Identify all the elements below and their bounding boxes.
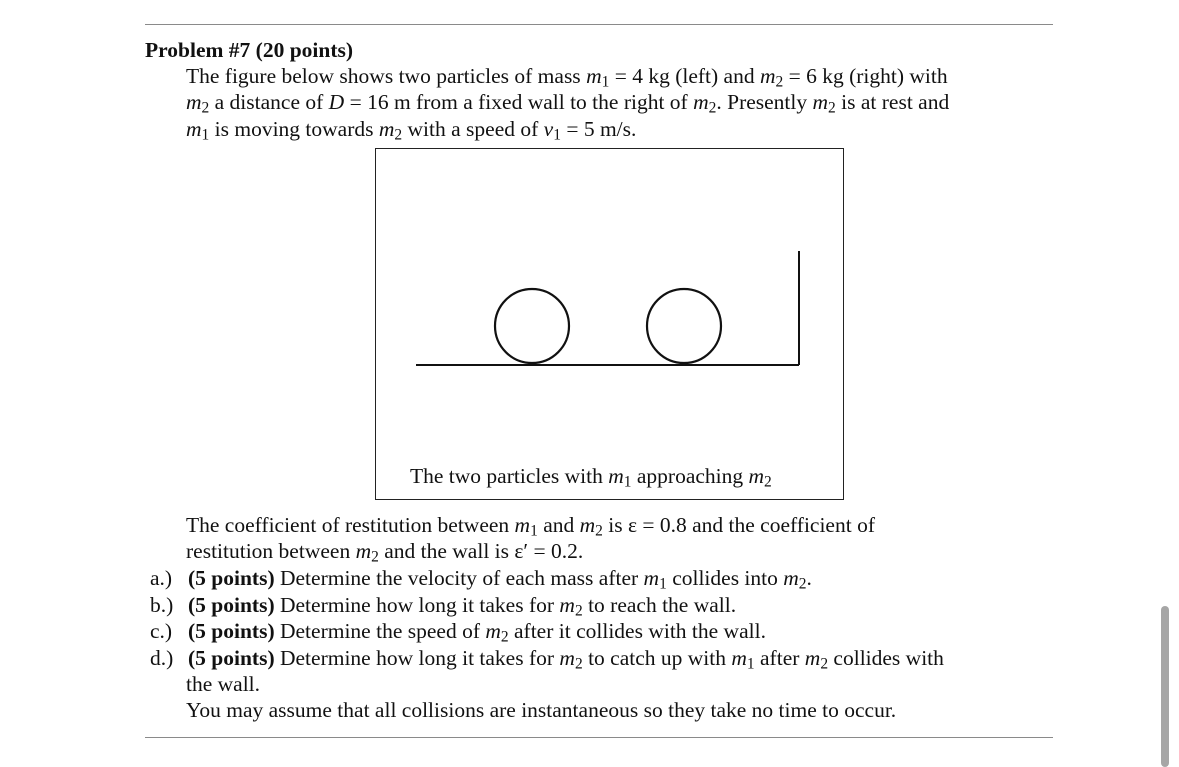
vertical-scrollbar[interactable]	[1161, 606, 1169, 767]
question-c-text: (5 points) Determine the speed of $m_2$ after it collides with the wall.	[188, 619, 766, 646]
figure-drawing	[376, 149, 845, 501]
intro-line-2: $m_2$ a distance of D = 16 m from a fixed wall to the right of $m_2$. Presently $m_2$ is at rest and	[186, 90, 950, 117]
intro-line-1: The figure below shows two particles of mass $m_1 = 4$ kg (left) and $m_2 = 6$ kg (right) with	[186, 64, 948, 91]
question-b-text: (5 points) Determine how long it takes for $m_2$ to reach the wall.	[188, 593, 737, 620]
question-a-text: (5 points) Determine the velocity of each mass after $m_1$ collides into $m_2$.	[188, 566, 812, 593]
problem-title: Problem #7 (20 points)	[145, 38, 354, 62]
question-d-text-continued: the wall.	[186, 672, 261, 696]
collision-figure	[375, 148, 844, 500]
particle-m1	[495, 289, 569, 363]
bottom-divider	[145, 737, 1053, 738]
question-c-label: c.)	[150, 619, 173, 643]
top-divider	[145, 24, 1053, 25]
coefficient-line-1: The coefficient of restitution between $m_1$ and $m_2$ is ε = 0.8 and the coefficient of	[186, 513, 875, 540]
question-d-text: (5 points) Determine how long it takes for $m_2$ to catch up with $m_1$ after $m_2$ collides with	[188, 646, 944, 673]
question-a-label: a.)	[150, 566, 173, 590]
question-d-label: d.)	[150, 646, 174, 670]
particle-m2	[647, 289, 721, 363]
question-b-label: b.)	[150, 593, 174, 617]
figure-caption: The two particles with $m_1$ approaching $m_2$	[410, 464, 772, 491]
coefficient-line-2: restitution between $m_2$ and the wall is ε′ = 0.2.	[186, 539, 584, 566]
intro-line-3: $m_1$ is moving towards $m_2$ with a speed of $v_1 = 5$ m/s.	[186, 117, 637, 144]
assumption-note: You may assume that all collisions are instantaneous so they take no time to occur.	[186, 698, 897, 722]
